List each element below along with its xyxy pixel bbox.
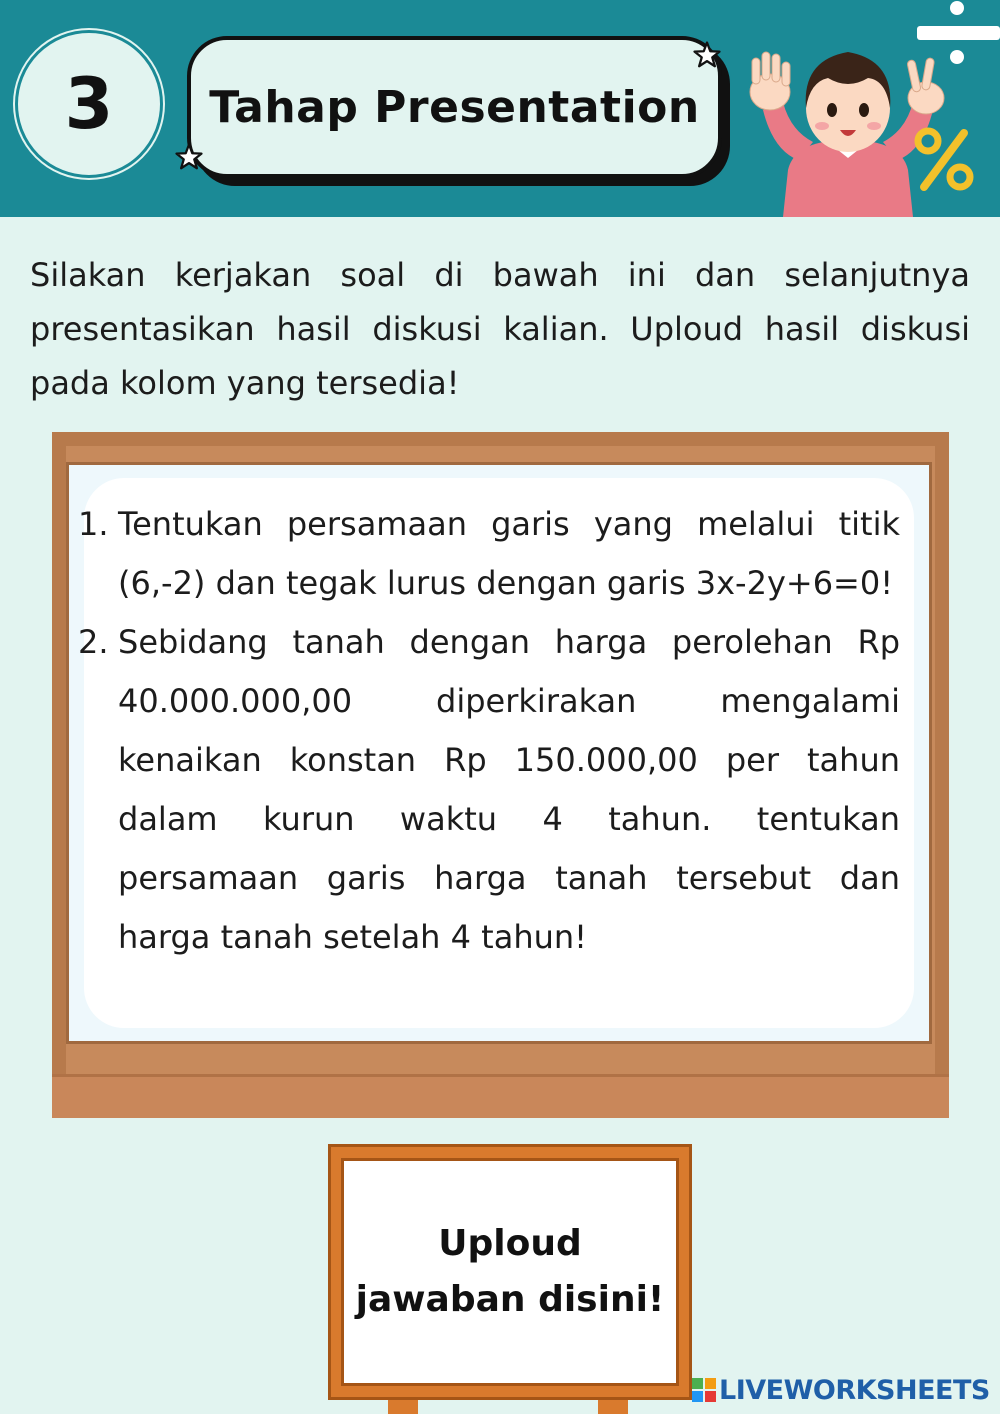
question-item [78,613,900,967]
watermark-text: LIVEWORKSHEETS [719,1374,990,1406]
question-text: Sebidang tanah dengan harga perolehan Rp 40.000.000,00 diperkirakan mengalami kenaikan konstan Rp 150.000,00 per tahun dalam kurun waktu 4 tahun. tentukan persamaan garis harga tanah tersebut dan harga tanah setelah 4 tahun! [118,623,900,956]
question-item [78,495,900,613]
liveworksheets-watermark[interactable] [692,1372,990,1408]
step-number: 3 [64,63,114,145]
question-list [78,495,900,967]
question-number: 1. [78,505,109,543]
page-title: Tahap Presentation [209,81,700,133]
star-icon [692,40,722,70]
title-pill [187,36,722,178]
upload-label-line2: jawaban disini! [355,1279,665,1320]
upload-answer-area[interactable] [341,1158,679,1386]
question-text: Tentukan persamaan garis yang melalui titik (6,-2) dan tegak lurus dengan garis 3x-2y+6=0! [118,505,900,602]
liveworksheets-logo-icon [692,1378,716,1402]
star-icon [174,142,204,172]
instructions-text: Silakan kerjakan soal di bawah ini dan selanjutnya presentasikan hasil diskusi kalian. Uploud hasil diskusi pada kolom yang tersedia! [30,256,970,402]
header-banner [0,0,1000,217]
upload-label-line1: Uploud [438,1223,582,1264]
upload-answer-button[interactable] [356,1216,665,1328]
board-ledge [52,1074,949,1118]
percent-icon [912,125,977,195]
step-number-badge [15,30,163,178]
question-number: 2. [78,623,109,661]
